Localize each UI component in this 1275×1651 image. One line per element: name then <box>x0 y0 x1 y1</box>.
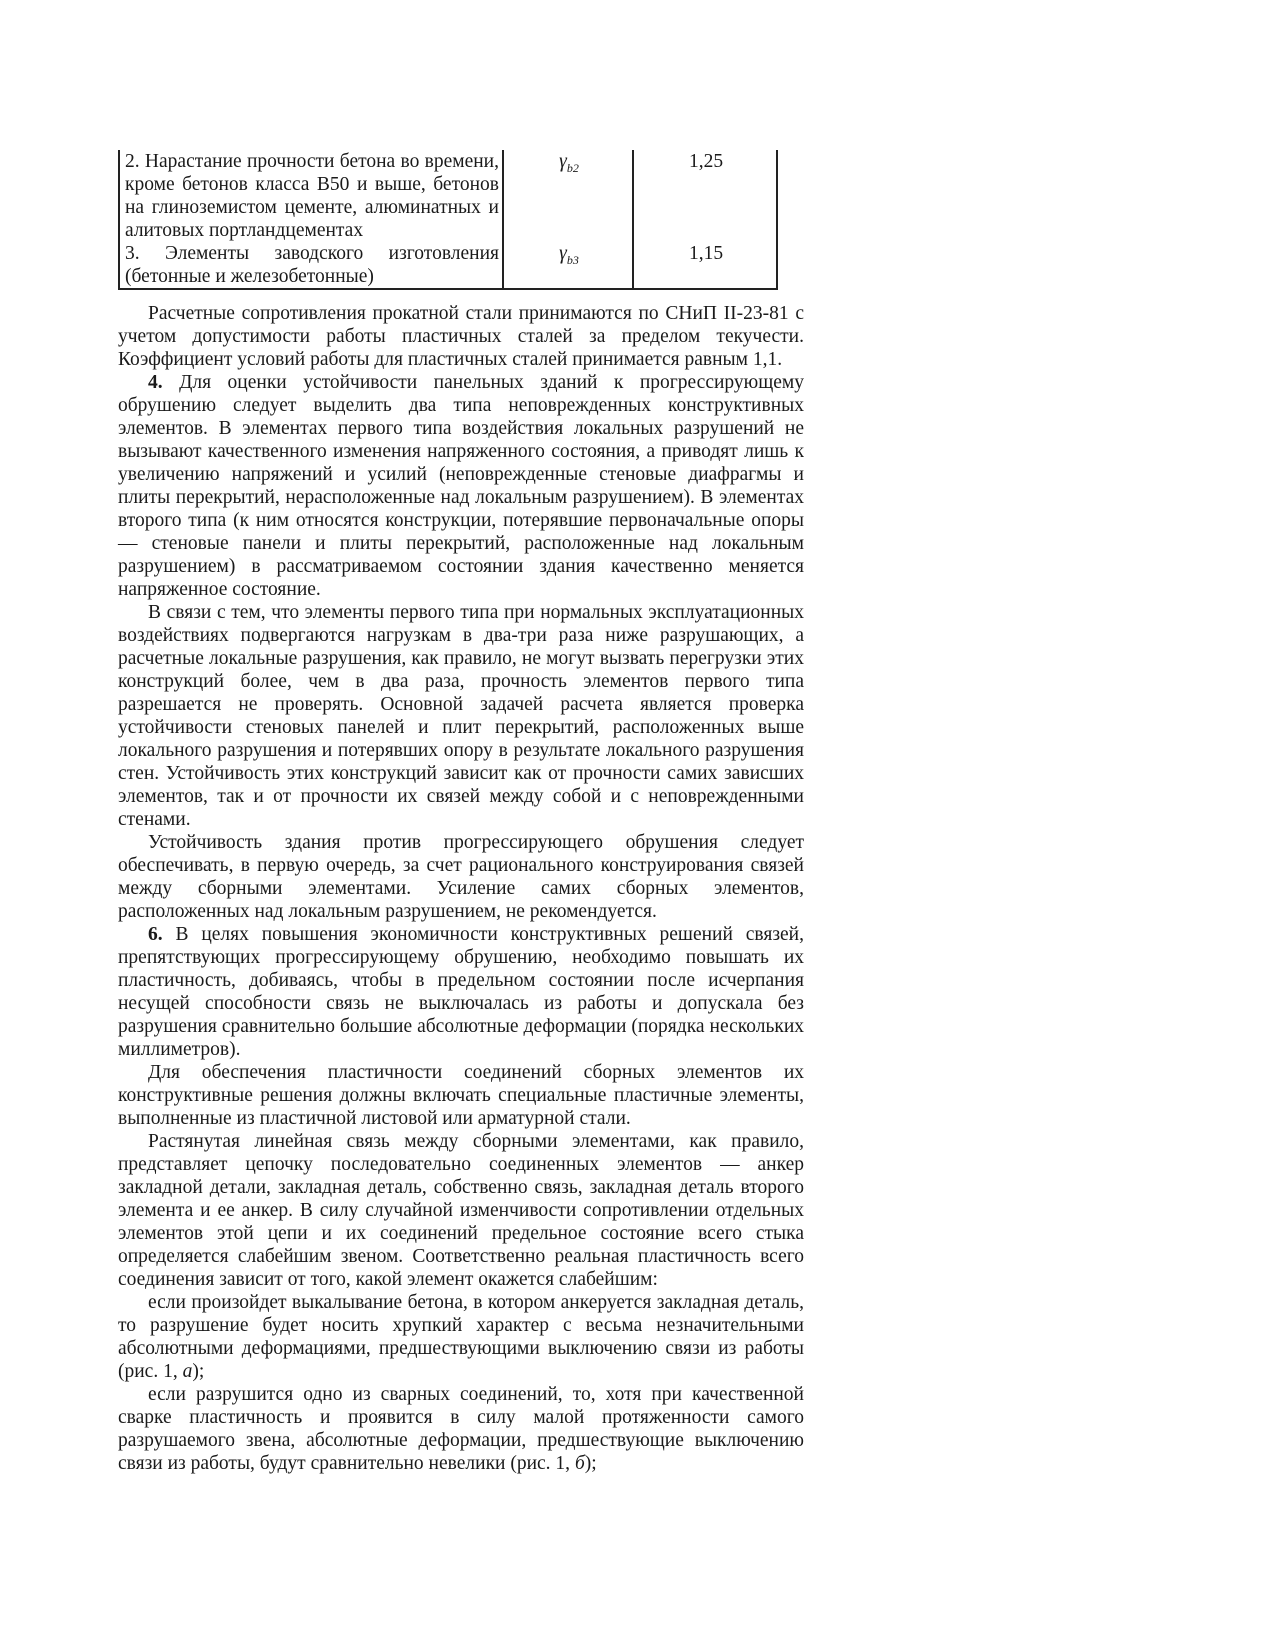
item-number: 6. <box>148 924 163 945</box>
table-cell-value: 1,25 <box>633 150 777 242</box>
paragraph-text: если разрушится одно из сварных соединений, то, хотя при качественной сварке пластичность и проявится в силу малой протяженности самого разрушаемого звена, абсолютные деформации, предшествующие выключению связи из работы, будут сравнительно невелики (рис. 1, <box>118 1384 804 1474</box>
paragraph-concrete-spalling <box>118 1291 804 1383</box>
item-number: 4. <box>148 372 163 393</box>
paragraph-item-4 <box>118 371 804 601</box>
symbol-gamma: γ <box>559 243 567 264</box>
paragraph-text: Устойчивость здания против прогрессирующего обрушения следует обеспечивать, в первую очередь, за счет рационального конструирования связей между сборными элементами. Усиление самих сборных элементов, расположенных над локальным разрушением, не рекомендуется. <box>118 832 804 922</box>
figure-ref-letter: б <box>574 1453 585 1474</box>
paragraph-text: Растянутая линейная связь между сборными элементами, как правило, представляет цепочку последовательно соединенных элементов — анкер закладной детали, закладная деталь, собственно связь, закладная деталь второго элемента и ее анкер. В силу случайной изменчивости сопротивлении отдельных элементов этой цепи и их соединений предельное состояние всего стыка определяется слабейшим звеном. Соответственно реальная пластичность всего соединения зависит от того, какой элемент окажется слабейшим: <box>118 1131 804 1290</box>
paragraph-text: Расчетные сопротивления прокатной стали принимаются по СНиП II-23-81 с учетом допустимости работы пластичных сталей за пределом текучести. Коэффициент условий работы для пластичных сталей принимается равным 1,1. <box>118 303 804 370</box>
paragraph-plasticity <box>118 1061 804 1130</box>
paragraph-text: В целях повышения экономичности конструктивных решений связей, препятствующих прогрессирующему обрушению, необходимо повышать их пластичность, добиваясь, чтобы в предельном состоянии после исчерпания несущей способности связь не выключалась из работы и допускала без разрушения сравнительно большие абсолютные деформации (порядка нескольких миллиметров). <box>118 924 804 1060</box>
paragraph-weld-failure <box>118 1383 804 1475</box>
paragraph-text: Для оценки устойчивости панельных зданий к прогрессирующему обрушению следует выделить два типа неповрежденных конструктивных элементов. В элементах первого типа воздействия локальных разрушений не вызывают качественного изменения напряженного состояния, а приводят лишь к увеличению напряжений и усилий (неповрежденные стеновые диафрагмы и плиты перекрытий, нерасположенные над локальным разрушением). В элементах второго типа (к ним относятся конструкции, потерявшие первоначальные опоры — стеновые панели и плиты перекрытий, расположенные над локальным разрушением) в рассматриваемом состоянии здания качественно меняется напряженное состояние. <box>118 372 804 600</box>
paragraph-text: В связи с тем, что элементы первого типа при нормальных эксплуатационных воздействиях подвергаются нагрузкам в два-три раза ниже разрушающих, а расчетные локальные разрушения, как правило, не могут вызвать перегрузки этих конструкций более, чем в два раза, прочность элементов первого типа разрешается не проверять. Основной задачей расчета является проверка устойчивости стеновых панелей и плит перекрытий, расположенных выше локального разрушения и потерявших опору в результате локального разрушения стен. Устойчивость этих конструкций зависит как от прочности самих зависших элементов, так и от прочности их связей между собой и с неповрежденными стенами. <box>118 602 804 830</box>
paragraph-text: если произойдет выкалывание бетона, в котором анкеруется закладная деталь, то разрушение будет носить хрупкий характер с весьма незначительными абсолютными деформациями, предшествующими выключению связи из работы (рис. 1, <box>118 1292 804 1382</box>
table-row <box>119 150 777 242</box>
table-row <box>119 242 777 289</box>
paragraph-first-type-elements <box>118 601 804 831</box>
table-cell-symbol <box>503 150 633 242</box>
page-content <box>118 150 804 1475</box>
table-cell-description: 2. Нарастание прочности бетона во времени, кроме бетонов класса В50 и выше, бетонов на глиноземистом цементе, алюминатных и алитовых портландцементах <box>119 150 503 242</box>
paragraph-building-stability <box>118 831 804 923</box>
table-cell-symbol <box>503 242 633 289</box>
symbol-gamma: γ <box>559 151 567 172</box>
symbol-subscript: b2 <box>566 160 579 175</box>
paragraph-text: Для обеспечения пластичности соединений сборных элементов их конструктивные решения должны включать специальные пластичные элементы, выполненные из пластичной листовой или арматурной стали. <box>118 1062 804 1129</box>
body-text <box>118 302 804 1475</box>
figure-ref-letter: а <box>182 1361 193 1382</box>
paragraph-item-6 <box>118 923 804 1061</box>
paragraph-tail: ); <box>584 1453 597 1474</box>
coefficient-table <box>118 150 778 290</box>
symbol-subscript: b3 <box>566 252 579 267</box>
table-cell-description: 3. Элементы заводского изготовления (бетонные и железобетонные) <box>119 242 503 289</box>
paragraph-linear-connection <box>118 1130 804 1291</box>
paragraph-steel-resistance <box>118 302 804 371</box>
paragraph-tail: ); <box>192 1361 205 1382</box>
table-cell-value: 1,15 <box>633 242 777 289</box>
